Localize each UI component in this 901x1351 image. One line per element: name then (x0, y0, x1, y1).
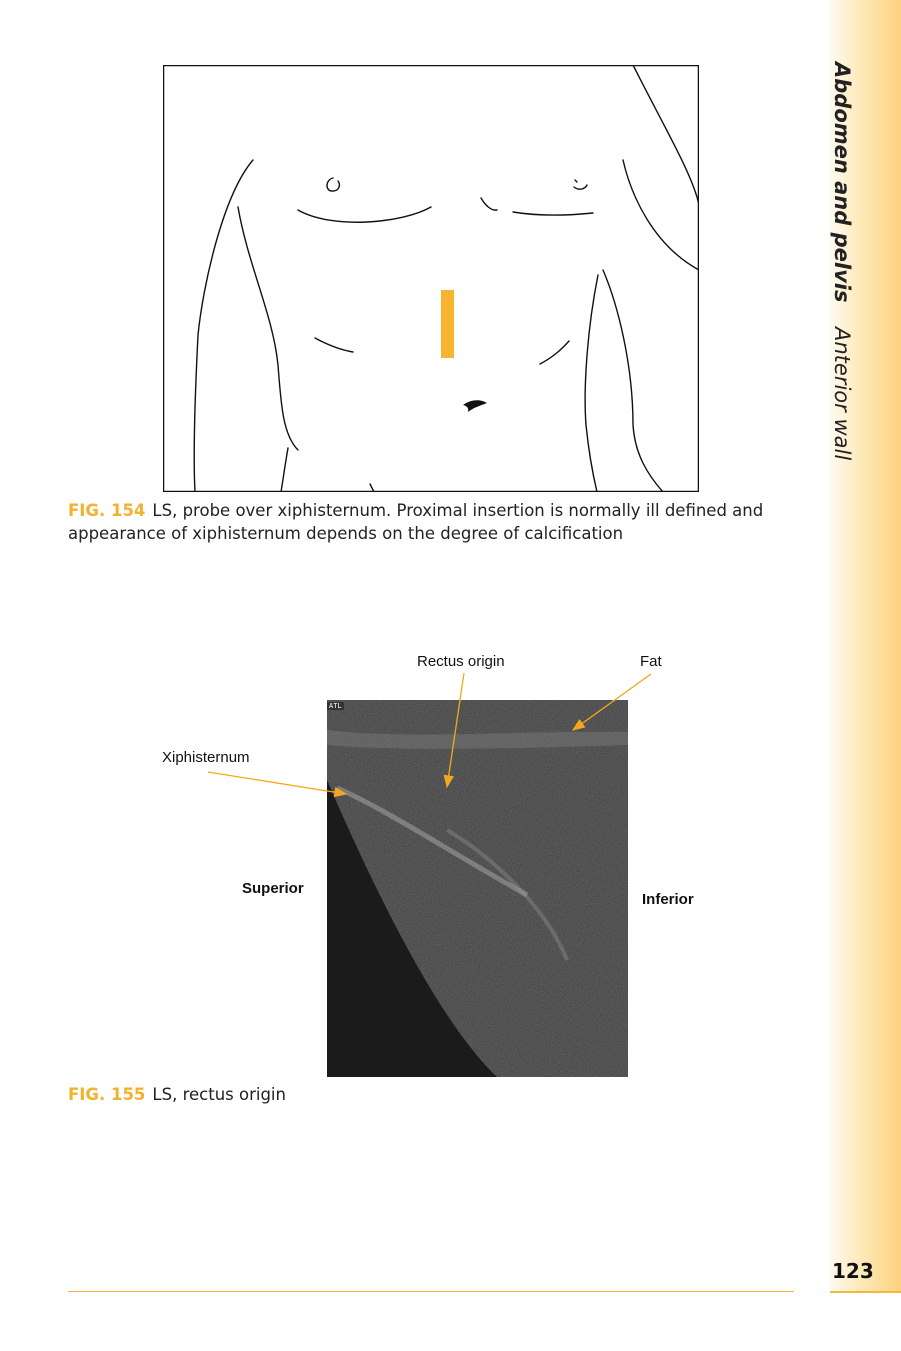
right-shoulder-line (633, 65, 699, 205)
right-torso-outline (585, 275, 598, 492)
left-nipple (327, 178, 339, 191)
bottom-rule-right (830, 1291, 901, 1293)
right-pectoral-line (513, 212, 593, 215)
left-torso-outline (238, 207, 298, 450)
annotation-xiphisternum: Xiphisternum (162, 749, 250, 766)
sternal-notch-line (481, 198, 497, 210)
figure-155-text: LS, rectus origin (152, 1085, 286, 1104)
left-hip-line (281, 448, 288, 492)
torso-probe-diagram (163, 65, 699, 492)
right-costal-margin (540, 341, 569, 364)
figure-154-caption (68, 499, 788, 545)
figure-154-label: FIG. 154 (68, 501, 146, 520)
diagram-frame (164, 66, 699, 492)
left-arm-outline (194, 160, 253, 492)
left-costal-margin (315, 338, 353, 352)
umbilicus (463, 400, 487, 412)
figure-154-text: LS, probe over xiphisternum. Proximal insertion is normally ill defined and appearance of xiphisternum depends on the degree of calcification (68, 501, 764, 543)
figure-155-label: FIG. 155 (68, 1085, 146, 1104)
ultrasound-image (327, 700, 628, 1077)
annotation-fat: Fat (640, 653, 662, 670)
right-arm-inner (603, 270, 663, 492)
annotation-rectus-origin: Rectus origin (417, 653, 505, 670)
chapter-side-title (827, 62, 857, 461)
right-arm-outline (623, 160, 699, 270)
probe-marker (441, 290, 454, 358)
ultrasound-machine-tag: ATL (329, 702, 342, 710)
bottom-rule (68, 1291, 794, 1292)
figure-155-caption (68, 1083, 788, 1106)
annotation-inferior: Inferior (642, 891, 694, 908)
page-number: 123 (832, 1259, 874, 1283)
annotation-superior: Superior (242, 880, 304, 897)
chapter-section-title: Abdomen and pelvis (830, 62, 854, 303)
xiphisternum-arrow (208, 772, 346, 794)
right-nipple (574, 180, 587, 189)
left-pectoral-line (298, 207, 431, 222)
chapter-subsection-title: Anterior wall (830, 327, 854, 461)
